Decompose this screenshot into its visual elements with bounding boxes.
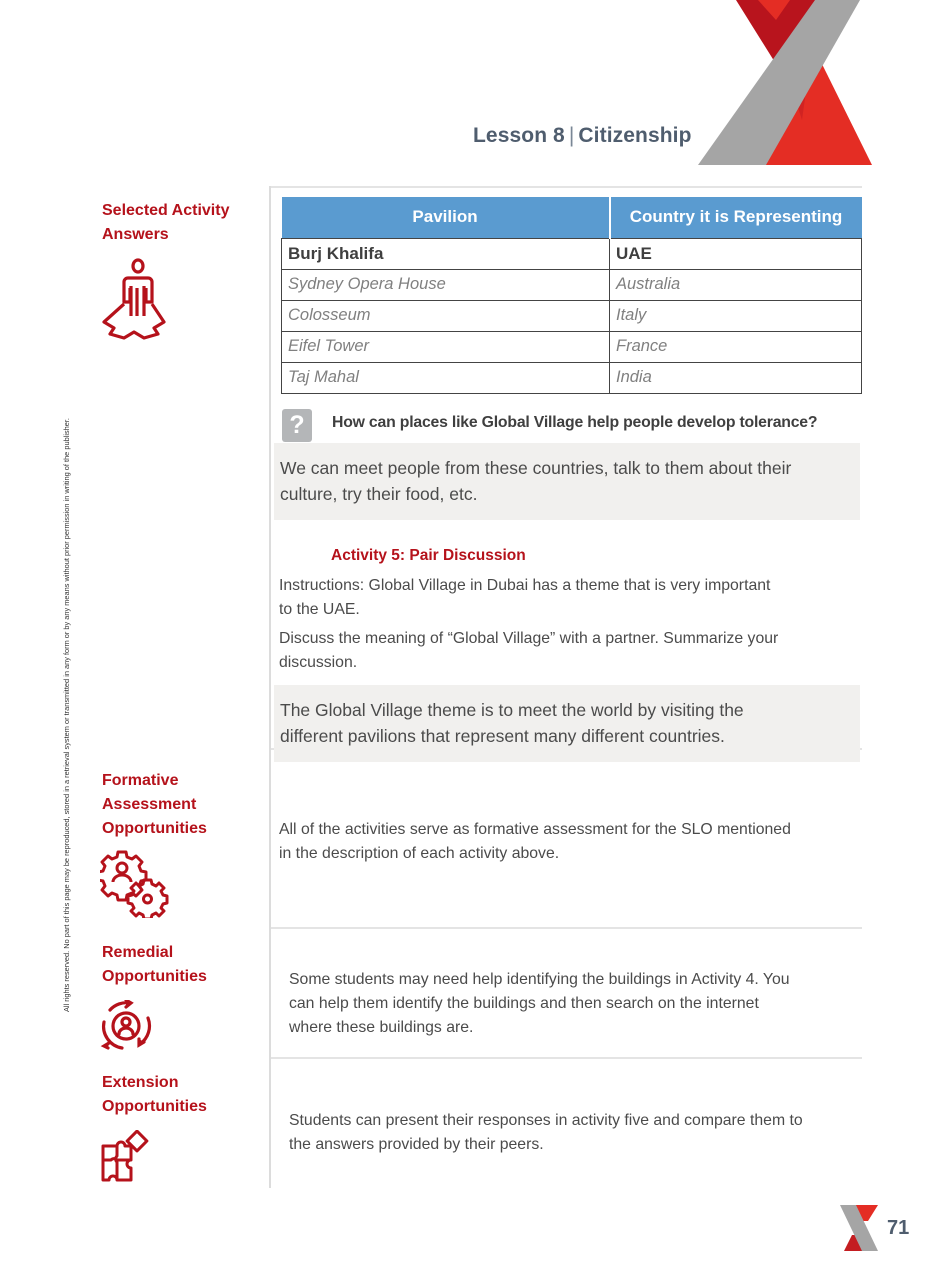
row-divider-remedial bbox=[271, 927, 862, 929]
answer-line: culture, try their food, etc. bbox=[280, 484, 478, 504]
section-label-selected-answers bbox=[102, 199, 229, 247]
page-number: 71 bbox=[887, 1217, 910, 1239]
cell-pavilion: Colosseum bbox=[282, 300, 610, 331]
text-line: Discuss the meaning of “Global Village” with a partner. Summarize your bbox=[279, 630, 779, 647]
text-line: All of the activities serve as formative assessment for the SLO mentioned bbox=[279, 821, 791, 838]
answer-line: We can meet people from these countries, talk to them about their bbox=[280, 458, 792, 478]
answer-line: The Global Village theme is to meet the world by visiting the bbox=[280, 700, 744, 720]
activity-5-answer-box bbox=[274, 685, 860, 762]
activity-5-title: Activity 5: Pair Discussion bbox=[331, 547, 526, 564]
person-cycle-icon bbox=[100, 1000, 154, 1052]
cell-country: UAE bbox=[610, 238, 862, 269]
label-line: Remedial bbox=[102, 944, 174, 961]
copyright-notice: All rights reserved. No part of this page may be reproduced, stored in a retrieval system or transmitted in any form or by any means without prior permission in writing of the publisher. bbox=[62, 418, 71, 1012]
cell-pavilion: Sydney Opera House bbox=[282, 269, 610, 300]
cell-country: Italy bbox=[610, 300, 862, 331]
text-line: where these buildings are. bbox=[289, 1019, 474, 1036]
label-line: Answers bbox=[102, 226, 169, 243]
activity-5-instructions bbox=[279, 574, 770, 622]
title-separator: | bbox=[568, 124, 575, 147]
label-line: Selected Activity bbox=[102, 202, 230, 219]
label-line: Formative bbox=[102, 772, 179, 789]
extension-text bbox=[289, 1109, 803, 1157]
cell-country: India bbox=[610, 362, 862, 393]
lesson-number: Lesson 8 bbox=[473, 124, 565, 147]
puzzle-icon bbox=[100, 1130, 154, 1184]
section-label-extension bbox=[102, 1071, 207, 1119]
table-row bbox=[282, 300, 862, 331]
text-line: in the description of each activity above. bbox=[279, 845, 560, 862]
activity-5-discussion-prompt bbox=[279, 627, 778, 675]
cell-pavilion: Burj Khalifa bbox=[282, 238, 610, 269]
label-line: Opportunities bbox=[102, 820, 207, 837]
label-line: Opportunities bbox=[102, 1098, 207, 1115]
label-line: Extension bbox=[102, 1074, 179, 1091]
label-line: Opportunities bbox=[102, 968, 207, 985]
text-line: can help them identify the buildings and then search on the internet bbox=[289, 995, 759, 1012]
footer-brand-logo bbox=[838, 1205, 882, 1251]
cell-country: France bbox=[610, 331, 862, 362]
cell-pavilion: Eifel Tower bbox=[282, 331, 610, 362]
row-divider-extension bbox=[271, 1057, 862, 1059]
text-line: Instructions: Global Village in Dubai has a theme that is very important bbox=[279, 577, 771, 594]
table-row bbox=[282, 238, 862, 269]
column-divider bbox=[269, 186, 271, 1188]
header-country: Country it is Representing bbox=[610, 197, 862, 238]
pavilion-table bbox=[281, 197, 862, 394]
table-row bbox=[282, 362, 862, 393]
section-label-remedial bbox=[102, 941, 207, 989]
brand-x-decoration bbox=[690, 0, 880, 168]
header-pavilion: Pavilion bbox=[282, 197, 610, 238]
label-line: Assessment bbox=[102, 796, 197, 813]
text-line: the answers provided by their peers. bbox=[289, 1136, 544, 1153]
text-line: discussion. bbox=[279, 654, 358, 671]
meditation-person-icon bbox=[100, 256, 166, 340]
table-row bbox=[282, 269, 862, 300]
text-line: to the UAE. bbox=[279, 601, 360, 618]
table-header-row bbox=[282, 197, 862, 238]
cell-pavilion: Taj Mahal bbox=[282, 362, 610, 393]
section-label-formative bbox=[102, 769, 207, 841]
lesson-title bbox=[473, 124, 692, 148]
text-line: Some students may need help identifying the buildings in Activity 4. You bbox=[289, 971, 790, 988]
row-divider-top bbox=[271, 186, 862, 188]
remedial-text bbox=[289, 968, 790, 1040]
question-mark-icon: ? bbox=[282, 409, 312, 442]
question-answer-box bbox=[274, 443, 860, 520]
answer-line: different pavilions that represent many different countries. bbox=[280, 726, 725, 746]
cell-country: Australia bbox=[610, 269, 862, 300]
table-row bbox=[282, 331, 862, 362]
lesson-topic: Citizenship bbox=[578, 124, 692, 147]
text-line: Students can present their responses in activity five and compare them to bbox=[289, 1112, 803, 1129]
discussion-question: How can places like Global Village help people develop tolerance? bbox=[332, 414, 818, 431]
gears-person-icon bbox=[100, 850, 170, 918]
formative-text bbox=[279, 818, 791, 866]
